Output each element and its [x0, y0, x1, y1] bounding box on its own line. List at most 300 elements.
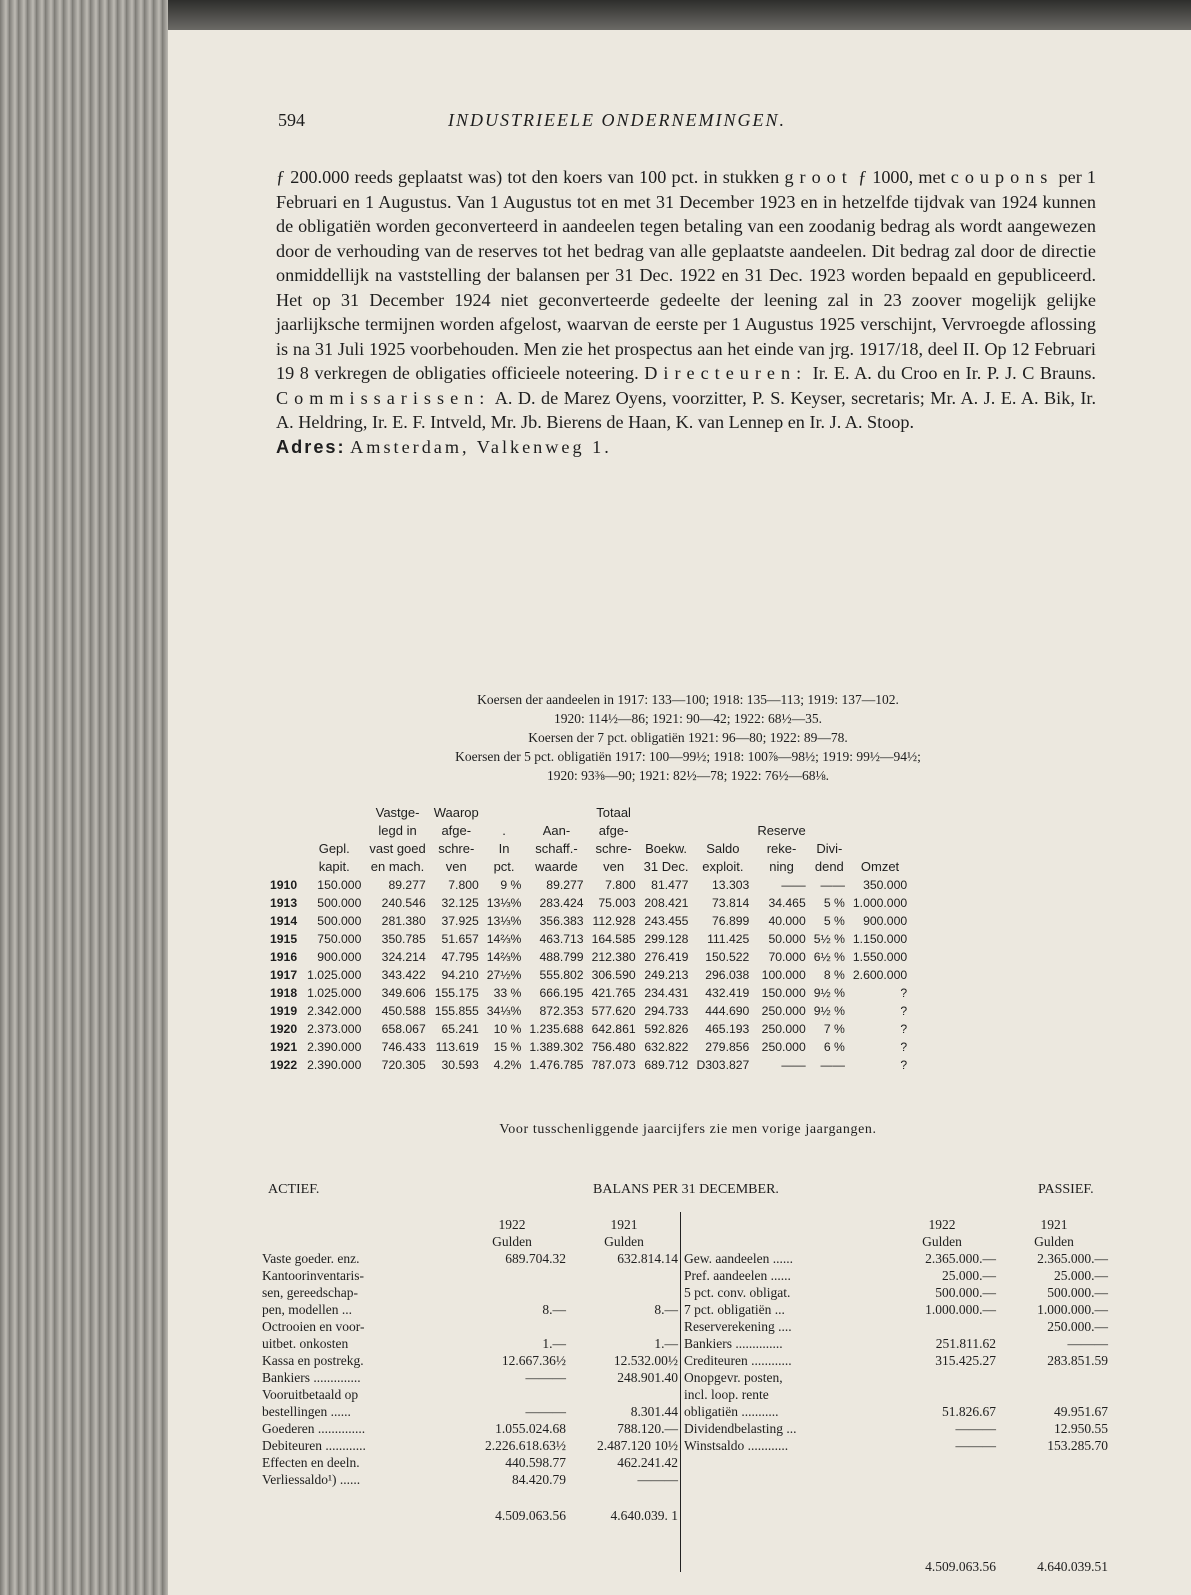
- balance-spacer-row: [682, 1454, 1110, 1556]
- year-cell: 1913: [270, 896, 298, 910]
- table-row: [266, 1056, 911, 1074]
- table-cell: 15 %: [493, 1040, 522, 1054]
- balance-value-1922: 689.704.32: [505, 1251, 566, 1266]
- balance-value-1922: ———: [955, 1421, 996, 1436]
- table-cell: 2.600.000: [852, 968, 908, 982]
- balance-value-1922: 315.425.27: [935, 1353, 996, 1368]
- page-header: [278, 110, 1118, 134]
- table-cell: 294.733: [644, 1004, 689, 1018]
- table-cell: 37.925: [441, 914, 479, 928]
- table-header-cell: ven: [445, 859, 467, 874]
- table-cell: 7.800: [448, 878, 479, 892]
- table-cell: 500.000: [317, 914, 362, 928]
- table-header-cell: Aan-: [542, 823, 571, 838]
- balance-row: [682, 1352, 1110, 1369]
- balance-value-1921: 462.241.42: [617, 1455, 678, 1470]
- table-header-cell: [640, 822, 693, 840]
- balance-row: [260, 1335, 680, 1352]
- balance-item-label: Pref. aandeelen ......: [684, 1268, 791, 1283]
- table-cell: 164.585: [591, 932, 636, 946]
- balance-value-1922: [456, 1318, 568, 1335]
- table-cell: 89.277: [388, 878, 426, 892]
- balance-row: [260, 1369, 680, 1386]
- balance-row: [682, 1301, 1110, 1318]
- table-header-cell: [692, 822, 753, 840]
- table-header-row: [266, 858, 911, 876]
- balance-total-1922: 4.509.063.56: [495, 1508, 566, 1523]
- balance-row: [260, 1301, 680, 1318]
- balance-header-spacer: [682, 1233, 886, 1250]
- balance-row: [682, 1284, 1110, 1301]
- balance-row: [260, 1267, 680, 1284]
- table-cell: 250.000: [761, 1004, 806, 1018]
- table-cell: 421.765: [591, 986, 636, 1000]
- rates-line: 1920: 114½—86; 1921: 90—42; 1922: 68½—35.: [553, 711, 822, 726]
- table-cell: 720.305: [381, 1058, 426, 1072]
- footnote-line: Voor tusschenliggende jaarcijfers zie men vorige jaargangen.: [499, 1122, 877, 1137]
- table-cell: 75.003: [598, 896, 636, 910]
- table-cell: 32.125: [441, 896, 479, 910]
- table-header-cell: [849, 822, 911, 840]
- table-cell: 208.421: [644, 896, 689, 910]
- balance-item-label: Kassa en postrekg.: [262, 1353, 364, 1368]
- table-cell: 465.193: [705, 1022, 750, 1036]
- table-cell: 1.025.000: [307, 968, 362, 982]
- balance-value-1921: 2.487.120 10½: [597, 1438, 678, 1453]
- balance-item-label: Winstsaldo ............: [684, 1438, 789, 1453]
- table-cell: 40.000: [768, 914, 806, 928]
- balance-item-label: Gew. aandeelen ......: [684, 1251, 793, 1266]
- table-cell: 10 %: [493, 1022, 522, 1036]
- table-cell: 592.826: [644, 1022, 689, 1036]
- table-cell: 1.476.785: [529, 1058, 584, 1072]
- table-cell: 296.038: [705, 968, 750, 982]
- year-cell: 1919: [270, 1004, 298, 1018]
- balance-spacer: [682, 1454, 1110, 1556]
- table-header-cell: Boekw.: [645, 841, 687, 856]
- table-cell: 13⅓%: [486, 914, 522, 928]
- table-cell: 750.000: [317, 932, 362, 946]
- balance-item-label: Octrooien en voor-: [262, 1319, 365, 1334]
- table-cell: D303.827: [696, 1058, 750, 1072]
- balance-item-label: Reserverekening ....: [684, 1319, 792, 1334]
- year-cell: 1915: [270, 932, 298, 946]
- address-value: Amsterdam, Valkenweg 1.: [350, 436, 612, 457]
- balance-row: [260, 1250, 680, 1267]
- year-header: 1921: [610, 1217, 638, 1232]
- table-cell: 50.000: [768, 932, 806, 946]
- balance-value-1922: 440.598.77: [505, 1455, 566, 1470]
- table-cell: 65.241: [441, 1022, 479, 1036]
- table-cell: 324.214: [381, 950, 426, 964]
- table-cell: 113.619: [435, 1040, 479, 1054]
- table-cell: 13⅓%: [486, 896, 522, 910]
- table-cell: 94.210: [441, 968, 479, 982]
- balance-total-1921: 4.640.039.51: [1037, 1559, 1108, 1574]
- running-title: INDUSTRIEELE ONDERNEMINGEN.: [448, 110, 786, 130]
- table-cell: 2.390.000: [307, 1058, 362, 1072]
- table-header-cell: [266, 822, 303, 840]
- year-cell: 1918: [270, 986, 298, 1000]
- table-cell: 1.389.302: [529, 1040, 584, 1054]
- table-cell: 34.465: [768, 896, 806, 910]
- book-top-shadow: [0, 0, 1191, 30]
- table-cell: 632.822: [644, 1040, 689, 1054]
- table-cell: 1.235.688: [529, 1022, 584, 1036]
- balance-value-1922: 251.811.62: [935, 1336, 996, 1351]
- table-header-cell: ning: [769, 859, 794, 874]
- rates-line: 1920: 93⅜—90; 1921: 82½—78; 1922: 76½—68⅛.: [546, 768, 829, 783]
- passief-table: [682, 1216, 1110, 1575]
- table-cell: 240.546: [381, 896, 426, 910]
- balance-value-1922: ———: [525, 1404, 566, 1419]
- balance-header-spacer: [682, 1216, 886, 1233]
- balance-row: [260, 1403, 680, 1420]
- balance-value-1921: [568, 1318, 680, 1335]
- table-cell: 111.425: [707, 932, 750, 946]
- table-cell: 9½ %: [813, 986, 845, 1000]
- body-text-run: per 1 Februari en 1 Augustus. Van 1 Augustus tot en met 31 December 1923 en in hetzelfde tijdvak van 1924 kunnen de obligatiën worden geconverteerd in aandeelen tegen betaling van een zoodanig bedrag als wordt aangewezen door de verhouding van de reserves tot het bedrag van alle geplaatste aandeelen. Dit bedrag zal door de directie onmiddellijk na vaststelling der balansen per 31 Dec. 1922 en 31 Dec. 1923 worden bepaald en gepubliceerd. Het op 31 December 1924 niet geconverteerde gedeelte der leening zal in 23 zoover mogelijk gelijke jaarlijksche termijnen worden afgelost, waarvan de eerste per 1 Augustus 1925 verschijnt, Vervroegde aflossing is na 31 Juli 1925 voorbehouden. Men zie het prospectus aan het einde van jrg. 1917/18, deel II. Op 12 Februari 19 8 verkregen de obligaties officieele noteering.: [276, 167, 1096, 383]
- table-cell: 33 %: [493, 986, 522, 1000]
- table-header-cell: [525, 804, 587, 822]
- table-cell: 746.433: [381, 1040, 426, 1054]
- table-header-cell: pct.: [493, 859, 515, 874]
- table-header-cell: Totaal: [596, 805, 631, 820]
- table-cell: 276.419: [644, 950, 689, 964]
- table-header-cell: .: [502, 823, 506, 838]
- balance-value-1922: 1.—: [542, 1336, 566, 1351]
- table-row: [266, 1002, 911, 1020]
- directors-names: Ir. E. A. du Croo en Ir. P. J. C Brauns.: [807, 363, 1096, 383]
- balance-item-label: Vaste goeder. enz.: [262, 1251, 360, 1266]
- balance-column-divider: [680, 1212, 681, 1572]
- table-header-cell: Reserve: [757, 823, 806, 838]
- rates-line: Koersen der 7 pct. obligatiën 1921: 96—80; 1922: 89—78.: [528, 730, 848, 745]
- balance-row: [682, 1403, 1110, 1420]
- table-cell: 73.814: [712, 896, 750, 910]
- balance-value-1922: [456, 1386, 568, 1403]
- balance-value-1922: 84.420.79: [512, 1472, 566, 1487]
- balance-item-label: bestellingen ......: [262, 1404, 351, 1419]
- table-cell: 900.000: [863, 914, 908, 928]
- balance-total-label: [260, 1505, 456, 1524]
- table-cell: 1.550.000: [852, 950, 908, 964]
- table-cell: 81.477: [651, 878, 689, 892]
- year-cell: 1914: [270, 914, 298, 928]
- balance-value-1922: 25.000.—: [942, 1268, 996, 1283]
- currency-header: Gulden: [604, 1234, 644, 1249]
- balance-item-label: sen, gereedschap-: [262, 1285, 358, 1300]
- table-cell: 14⅔%: [486, 932, 522, 946]
- balance-value-1922: 1.000.000.—: [925, 1302, 996, 1317]
- year-cell: 1916: [270, 950, 298, 964]
- table-cell: 500.000: [317, 896, 362, 910]
- balance-value-1921: 12.950.55: [1054, 1421, 1108, 1436]
- table-row: [266, 984, 911, 1002]
- year-cell: 1921: [270, 1040, 298, 1054]
- table-cell: 450.588: [381, 1004, 426, 1018]
- balance-item-label: Onopgevr. posten,: [684, 1370, 783, 1385]
- passief-label: PASSIEF.: [1038, 1182, 1094, 1197]
- table-header-cell: In: [498, 841, 510, 856]
- table-cell: 555.802: [539, 968, 584, 982]
- balance-total-1922: 4.509.063.56: [925, 1559, 996, 1574]
- balance-row: [260, 1437, 680, 1454]
- balance-value-1922: [886, 1318, 998, 1335]
- table-cell: 432.419: [705, 986, 750, 1000]
- table-header-cell: [810, 822, 849, 840]
- table-header-cell: vast goed: [369, 841, 426, 856]
- table-cell: 51.657: [441, 932, 479, 946]
- year-cell: 1910: [270, 878, 298, 892]
- table-header-cell: [849, 804, 911, 822]
- balance-total-row: [682, 1556, 1110, 1575]
- balance-year-header: [682, 1216, 1110, 1233]
- table-cell: 234.431: [644, 986, 689, 1000]
- balance-value-1921: 500.000.—: [1047, 1285, 1108, 1300]
- balance-row: [682, 1335, 1110, 1352]
- year-header: 1922: [498, 1217, 526, 1232]
- table-cell: ——: [781, 1058, 806, 1072]
- table-cell: 6½ %: [813, 950, 845, 964]
- table-cell: 2.390.000: [307, 1040, 362, 1054]
- balance-value-1921: [568, 1386, 680, 1403]
- table-cell: 1.150.000: [852, 932, 908, 946]
- balance-row: [260, 1471, 680, 1488]
- balance-row: [260, 1352, 680, 1369]
- body-paragraph: [276, 165, 1096, 459]
- balance-item-label: Vooruitbetaald op: [262, 1387, 359, 1402]
- balance-value-1922: [456, 1267, 568, 1284]
- table-header-cell: 31 Dec.: [643, 859, 689, 874]
- balance-total-1921: 4.640.039. 1: [610, 1508, 678, 1523]
- table-cell: 150.000: [761, 986, 806, 1000]
- year-header: 1922: [928, 1217, 956, 1232]
- table-row: [266, 948, 911, 966]
- table-row: [266, 1020, 911, 1038]
- table-cell: 76.899: [712, 914, 750, 928]
- table-cell: 577.620: [591, 1004, 636, 1018]
- table-row: [266, 894, 911, 912]
- table-cell: 13.303: [712, 878, 750, 892]
- balance-row: [260, 1284, 680, 1301]
- balance-value-1922: [456, 1284, 568, 1301]
- balance-total-label: [682, 1556, 886, 1575]
- balance-row: [682, 1369, 1110, 1386]
- table-cell: 5 %: [823, 914, 845, 928]
- table-cell: 349.606: [381, 986, 426, 1000]
- balance-value-1921: 283.851.59: [1047, 1353, 1108, 1368]
- table-row: [266, 930, 911, 948]
- table-cell: 306.590: [591, 968, 636, 982]
- table-cell: 2.342.000: [307, 1004, 362, 1018]
- table-cell: 6 %: [823, 1040, 845, 1054]
- table-header-cell: [266, 840, 303, 858]
- table-row: [266, 912, 911, 930]
- balance-value-1922: [886, 1386, 998, 1403]
- table-cell: 9 %: [500, 878, 522, 892]
- year-header: 1921: [1040, 1217, 1068, 1232]
- balance-spacer: [260, 1488, 680, 1505]
- table-row: [266, 1038, 911, 1056]
- rates-line: Koersen der aandeelen in 1917: 133—100; 1918: 135—113; 1919: 137—102.: [477, 692, 899, 707]
- table-cell: 155.175: [434, 986, 479, 1000]
- table-cell: ?: [900, 986, 908, 1000]
- table-cell: 100.000: [761, 968, 806, 982]
- table-cell: 89.277: [546, 878, 584, 892]
- table-cell: 150.522: [705, 950, 750, 964]
- balance-value-1922: 2.365.000.—: [925, 1251, 996, 1266]
- balance-item-label: Effecten en deeln.: [262, 1455, 360, 1470]
- table-header-cell: afge-: [598, 823, 629, 838]
- table-header-cell: [753, 804, 809, 822]
- balance-value-1921: 248.901.40: [617, 1370, 678, 1385]
- balance-value-1921: 1.—: [654, 1336, 678, 1351]
- balance-item-label: Crediteuren ............: [684, 1353, 792, 1368]
- table-header-cell: Gepl.: [318, 841, 350, 856]
- table-cell: 9½ %: [813, 1004, 845, 1018]
- table-header-cell: Divi-: [816, 841, 843, 856]
- balance-value-1921: 1.000.000.—: [1037, 1302, 1108, 1317]
- balance-total-row: [260, 1505, 680, 1524]
- commissioners-label: Commissarissen:: [276, 387, 491, 408]
- table-cell: ?: [900, 1022, 908, 1036]
- balance-item-label: 7 pct. obligatiën ...: [684, 1302, 785, 1317]
- balance-value-1922: 12.667.36½: [501, 1353, 566, 1368]
- table-header-row: [266, 804, 911, 822]
- year-cell: 1922: [270, 1058, 298, 1072]
- table-cell: 350.785: [381, 932, 426, 946]
- balance-value-1921: ———: [637, 1472, 678, 1487]
- table-cell: 444.690: [705, 1004, 750, 1018]
- balance-item-label: Bankiers ..............: [684, 1336, 783, 1351]
- table-cell: 70.000: [768, 950, 806, 964]
- table-cell: 4.2%: [493, 1058, 522, 1072]
- body-text-spaced: groot: [784, 167, 853, 187]
- table-cell: 1.025.000: [307, 986, 362, 1000]
- balance-value-1922: 8.—: [542, 1302, 566, 1317]
- table-header-cell: afge-: [441, 823, 472, 838]
- table-header-cell: reke-: [766, 841, 797, 856]
- table-row: [266, 876, 911, 894]
- table-header-cell: [849, 840, 911, 858]
- table-cell: 7 %: [823, 1022, 845, 1036]
- balance-item-label: obligatiën ...........: [684, 1404, 779, 1419]
- table-header-cell: Waarop: [433, 805, 479, 820]
- balance-row: [260, 1386, 680, 1403]
- table-cell: ——: [820, 1058, 845, 1072]
- balance-row: [260, 1420, 680, 1437]
- table-cell: 150.000: [317, 878, 362, 892]
- balance-item-label: Bankiers ..............: [262, 1370, 361, 1385]
- table-cell: ?: [900, 1004, 908, 1018]
- table-cell: 356.383: [539, 914, 584, 928]
- balance-item-label: Dividendbelasting ...: [684, 1421, 797, 1436]
- balance-currency-header: [260, 1233, 680, 1250]
- table-header-cell: schaff.-: [535, 841, 578, 856]
- table-header-row: [266, 822, 911, 840]
- page-number: 594: [278, 110, 305, 130]
- balance-header-spacer: [260, 1216, 456, 1233]
- currency-header: Gulden: [492, 1234, 532, 1249]
- currency-header: Gulden: [1034, 1234, 1074, 1249]
- table-header-cell: [640, 804, 693, 822]
- year-cell: 1917: [270, 968, 298, 982]
- balance-year-header: [260, 1216, 680, 1233]
- balance-value-1921: [568, 1284, 680, 1301]
- balance-row: [682, 1386, 1110, 1403]
- share-price-ranges: [278, 690, 1098, 785]
- table-cell: 243.455: [644, 914, 689, 928]
- table-cell: 689.712: [644, 1058, 689, 1072]
- balance-value-1922: 51.826.67: [942, 1404, 996, 1419]
- table-cell: ——: [820, 878, 845, 892]
- table-header-cell: [303, 804, 365, 822]
- table-cell: 900.000: [317, 950, 362, 964]
- table-header-cell: Saldo: [706, 841, 740, 856]
- table-cell: 666.195: [539, 986, 584, 1000]
- table-header-cell: [266, 858, 303, 876]
- table-cell: 112.928: [592, 914, 636, 928]
- table-cell: 250.000: [761, 1022, 806, 1036]
- table-header-row: [266, 840, 911, 858]
- table-cell: 350.000: [863, 878, 908, 892]
- table-cell: 872.353: [539, 1004, 584, 1018]
- balance-row: [682, 1420, 1110, 1437]
- table-header-cell: schre-: [595, 841, 632, 856]
- balance-item-label: uitbet. onkosten: [262, 1336, 349, 1351]
- balance-value-1921: 8.—: [654, 1302, 678, 1317]
- table-cell: 212.380: [591, 950, 636, 964]
- balance-value-1921: 632.814.14: [617, 1251, 678, 1266]
- balance-item-label: Verliessaldo¹) ......: [262, 1472, 361, 1487]
- balance-heading: [268, 1182, 1108, 1202]
- balance-value-1922: ———: [525, 1370, 566, 1385]
- table-header-cell: schre-: [438, 841, 475, 856]
- table-cell: ?: [900, 1058, 908, 1072]
- table-cell: ——: [781, 878, 806, 892]
- table-cell: 343.422: [381, 968, 426, 982]
- table-cell: 34⅓%: [486, 1004, 522, 1018]
- body-text-run: ƒ 200.000 reeds geplaatst was) tot den koers van 100 pct. in stukken: [276, 167, 785, 187]
- table-cell: 7.800: [605, 878, 636, 892]
- table-cell: 27½%: [486, 968, 522, 982]
- balance-row: [260, 1318, 680, 1335]
- body-text-run: ƒ 1000, met: [852, 167, 951, 187]
- balance-row: [682, 1318, 1110, 1335]
- balance-value-1921: 25.000.—: [1054, 1268, 1108, 1283]
- table-cell: 488.799: [539, 950, 584, 964]
- table-cell: 642.861: [591, 1022, 636, 1036]
- balance-item-label: incl. loop. rente: [684, 1387, 769, 1402]
- balance-value-1921: 8.301.44: [630, 1404, 678, 1419]
- balance-value-1922: [886, 1369, 998, 1386]
- balance-item-label: pen, modellen ...: [262, 1302, 352, 1317]
- balance-row: [682, 1437, 1110, 1454]
- actief-label: ACTIEF.: [268, 1182, 320, 1197]
- body-text-spaced: coupons: [950, 167, 1054, 187]
- commissioners-names: A. D. de Marez Oyens, voorzitter, P. S. Keyser, secretaris; Mr. A. J. E. A. Bik, Ir. A. Heldring, Ir. E. F. Intveld, Mr. Jb. Bierens de Haan, K. van Lennep en Ir. J. A. Stoop.: [276, 387, 1096, 432]
- table-cell: 756.480: [591, 1040, 636, 1054]
- table-header-cell: waarde: [535, 859, 578, 874]
- table-row: [266, 966, 911, 984]
- balance-item-label: Kantoorinventaris-: [262, 1268, 364, 1283]
- balance-row: [682, 1267, 1110, 1284]
- table-header-cell: kapit.: [318, 859, 350, 874]
- balance-row: [682, 1250, 1110, 1267]
- table-header-cell: dend: [814, 859, 844, 874]
- balance-value-1921: ———: [1067, 1336, 1108, 1351]
